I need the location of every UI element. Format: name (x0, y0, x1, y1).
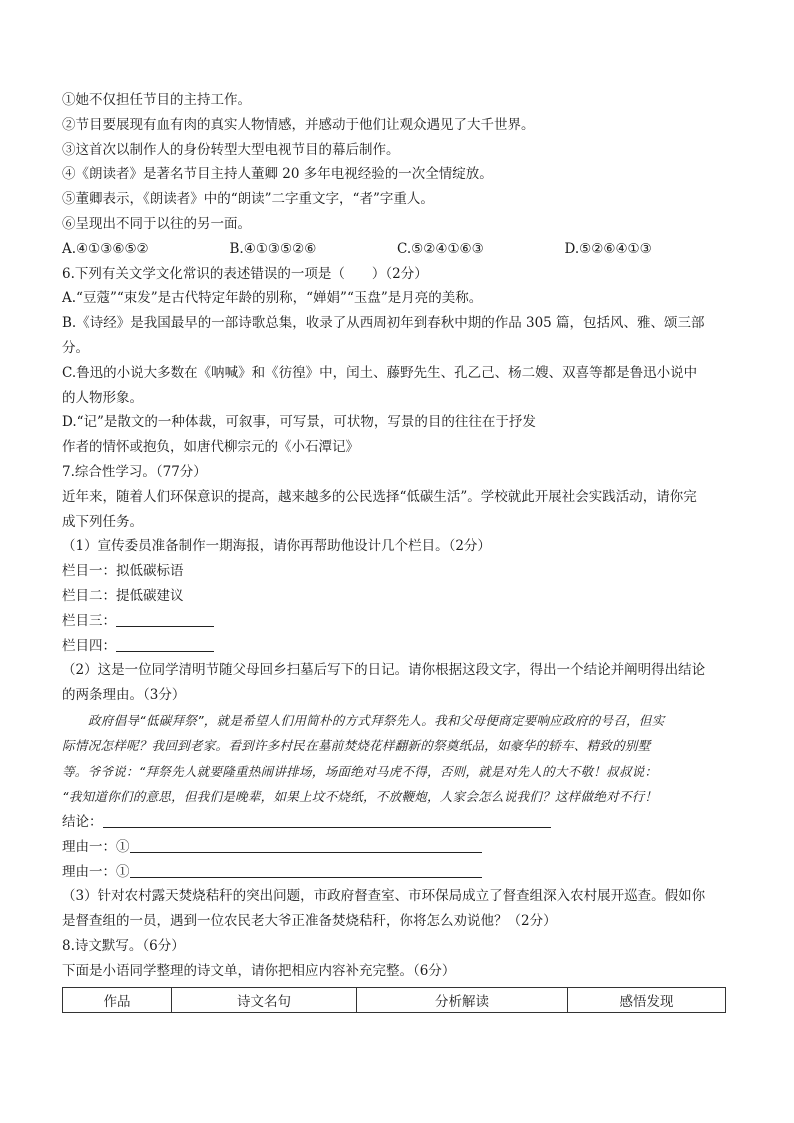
option-c: C.⑤②④①⑥③ (397, 240, 484, 257)
q7-part3-line1: （3）针对农村露天焚烧秸秆的突出问题，市政府督查室、市环保局成立了督查组深入农村展开巡查。假如你 (62, 888, 706, 905)
header-famous-lines: 诗文名句 (172, 987, 357, 1012)
column-4-row (62, 634, 732, 659)
sentence-4: ④《朗读者》是著名节目主持人董卿 20 多年电视经验的一次全情绽放。 (62, 166, 493, 183)
q7-stem: 7.综合性学习。（77分） (62, 463, 207, 480)
column-3-row (62, 609, 732, 634)
conclusion-label: 结论： (62, 813, 103, 830)
reason-2-row (62, 860, 732, 885)
q7-part2-line2: 的两条理由。（3分） (62, 687, 186, 704)
diary-line2: 际情况怎样呢？我回到老家。看到许多村民在墓前焚烧花样翻新的祭奠纸品，如豪华的轿车、精致的别墅 (62, 738, 651, 754)
q7-part3-line2: 是督查组的一员，遇到一位农民老大爷正准备焚烧秸秆，你将怎么劝说他？（2分） (62, 913, 557, 930)
q6-option-d-line1: D.“记”是散文的一种体裁，可叙事，可写景，可状物，写景的目的往往在于抒发 (62, 414, 536, 431)
q6-stem: 6.下列有关文学文化常识的表述错误的一项是（ ）（2分） (62, 265, 428, 282)
q8-intro: 下面是小语同学整理的诗文单，请你把相应内容补充完整。（6分） (62, 962, 456, 979)
q6-option-c-line1: C.鲁迅的小说大多数在《呐喊》和《彷徨》中，闰土、藤野先生、孔乙己、杨二嫂、双喜等都是鲁迅小说中 (62, 364, 698, 381)
header-work: 作品 (63, 987, 172, 1012)
column-4-label: 栏目四： (62, 637, 116, 654)
column-3-answer-line[interactable] (116, 612, 214, 627)
q6-option-b-line2: 分。 (62, 339, 89, 356)
sentence-5: ⑤董卿表示，《朗读者》中的“朗读”二字重文字，“者”字重人。 (62, 191, 434, 208)
header-insight: 感悟发现 (568, 987, 726, 1012)
q7-part1: （1）宣传委员准备制作一期海报，请你再帮助他设计几个栏目。（2分） (62, 538, 491, 555)
sentence-6: ⑥呈现出不同于以往的另一面。 (62, 215, 251, 232)
q7-intro-line1: 近年来，随着人们环保意识的提高，越来越多的公民选择“低碳生活”。学校就此开展社会实践活动，请你完 (62, 488, 697, 505)
reason-2-answer-line[interactable] (130, 863, 482, 878)
diary-line4: “我知道你们的意思，但我们是晚辈，如果上坟不烧纸，不放鞭炮，人家会怎么说我们？这样做绝对不行！ (62, 789, 658, 805)
diary-line3: 等。爷爷说：“拜祭先人就要隆重热闹讲排场，场面绝对马虎不得，否则，就是对先人的大不敬！叔叔说： (62, 763, 658, 779)
reason-2-label: 理由一：① (62, 863, 130, 880)
q7-part2-line1: （2）这是一位同学清明节随父母回乡扫墓后写下的日记。请你根据这段文字，得出一个结论并阐明得出结论 (62, 662, 706, 679)
reason-1-answer-line[interactable] (130, 838, 482, 853)
q6-option-c-line2: 的人物形象。 (62, 389, 143, 406)
sentence-2: ②节目要展现有血有肉的真实人物情感，并感动于他们让观众遇见了大千世界。 (62, 116, 535, 133)
column-1: 栏目一：拟低碳标语 (62, 563, 184, 580)
conclusion-answer-line[interactable] (103, 813, 551, 828)
column-3-label: 栏目三： (62, 612, 116, 629)
column-4-answer-line[interactable] (116, 637, 214, 652)
sentence-1: ①她不仅担任节目的主持工作。 (62, 92, 251, 108)
option-a: A.④①③⑥⑤② (62, 240, 149, 257)
poem-table-header-row (63, 987, 726, 1012)
reason-1-row (62, 835, 732, 860)
q7-intro-line2: 成下列任务。 (62, 513, 143, 530)
reason-1-label: 理由一：① (62, 838, 130, 855)
option-b: B.④①③⑤②⑥ (229, 240, 317, 257)
exam-page (62, 88, 732, 1013)
option-d: D.⑤②⑥④①③ (564, 240, 652, 257)
q6-option-a: A.“豆蔻”“束发”是古代特定年龄的别称，“婵娟”“玉盘”是月亮的美称。 (62, 290, 483, 307)
q8-stem: 8.诗文默写。（6分） (62, 937, 185, 954)
poem-table (62, 987, 726, 1013)
sentence-3: ③这首次以制作人的身份转型大型电视节目的幕后制作。 (62, 141, 400, 158)
conclusion-row (62, 810, 732, 835)
q6-option-d-line2: 作者的情怀或抱负，如唐代柳宗元的《小石潭记》 (62, 439, 359, 456)
column-2: 栏目二：提低碳建议 (62, 587, 184, 604)
diary-line1: 政府倡导“低碳拜祭”，就是希望人们用简朴的方式拜祭先人。我和父母便商定要响应政府的号召，但实 (88, 712, 665, 728)
header-analysis: 分析解读 (357, 987, 568, 1012)
q5-options (62, 237, 732, 262)
q6-option-b-line1: B.《诗经》是我国最早的一部诗歌总集，收录了从西周初年到春秋中期的作品 305 篇，包括风、雅、颂三部 (62, 315, 705, 332)
